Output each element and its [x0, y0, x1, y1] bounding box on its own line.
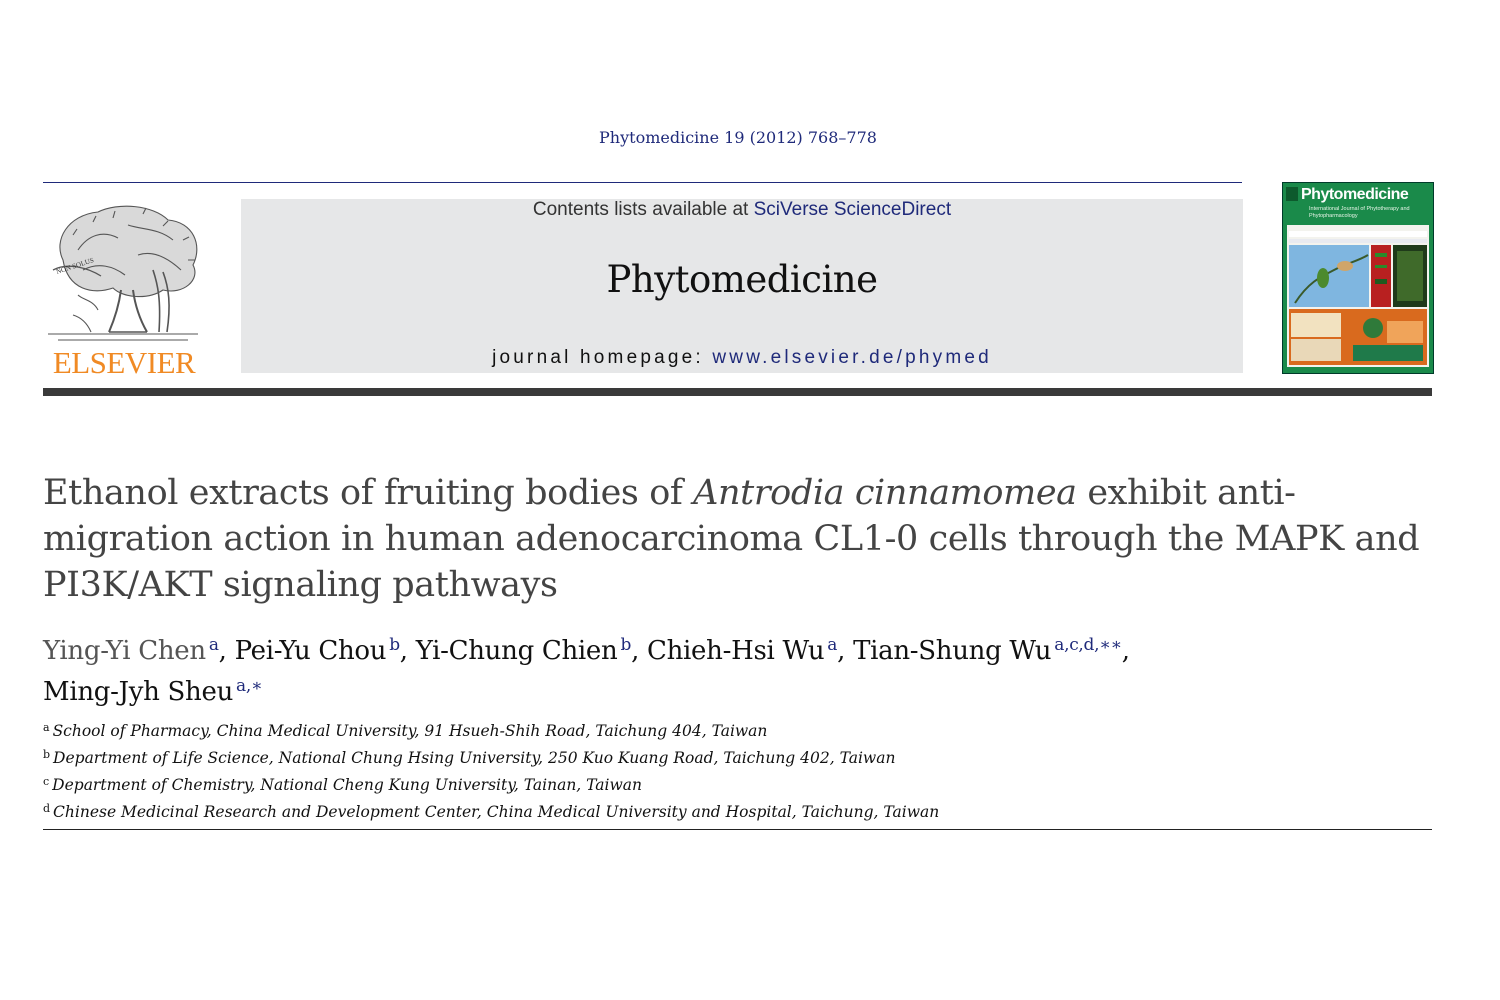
- bottom-rule: [43, 829, 1432, 830]
- affiliation-text: School of Pharmacy, China Medical University, 91 Hsueh-Shih Road, Taichung 404, Taiwan: [52, 722, 768, 740]
- sciencedirect-link[interactable]: SciVerse ScienceDirect: [753, 199, 952, 220]
- affiliation-item: [43, 743, 1443, 770]
- top-rule: [43, 182, 1242, 183]
- author-separator: ,: [218, 636, 235, 666]
- author-affiliation-ref[interactable]: a,c,d,∗∗: [1054, 635, 1122, 655]
- author-name[interactable]: Ying-Yi Chen: [43, 636, 206, 666]
- contents-prefix: Contents lists available at: [532, 199, 754, 220]
- author-separator: ,: [399, 636, 416, 666]
- affiliation-label: b: [43, 748, 51, 761]
- affiliation-label: a: [43, 721, 50, 734]
- affiliation-text: Department of Life Science, National Chung Hsing University, 250 Kuo Kuang Road, Taichung 402, Taiwan: [53, 749, 896, 767]
- author-name[interactable]: Yi-Chung Chien: [415, 636, 618, 666]
- cover-subtitle: International Journal of Phytotherapy and Phytopharmacology: [1309, 206, 1410, 219]
- author-name[interactable]: Tian-Shung Wu: [853, 636, 1052, 666]
- affiliation-text: Department of Chemistry, National Cheng Kung University, Tainan, Taiwan: [52, 776, 642, 794]
- author-separator: ,: [837, 636, 854, 666]
- author-affiliation-ref[interactable]: b: [389, 635, 400, 655]
- affiliation-label: d: [43, 802, 51, 815]
- author-separator: ,: [1121, 636, 1130, 666]
- elsevier-wordmark: ELSEVIER: [52, 345, 196, 380]
- author-affiliation-ref[interactable]: a,∗: [236, 676, 263, 696]
- author-name[interactable]: Chieh-Hsi Wu: [647, 636, 825, 666]
- author-separator: ,: [631, 636, 647, 666]
- citation-link[interactable]: Phytomedicine 19 (2012) 768–778: [599, 128, 877, 147]
- journal-name: Phytomedicine: [606, 258, 878, 301]
- author-affiliation-ref[interactable]: a: [827, 635, 838, 655]
- header-divider: [43, 388, 1432, 396]
- author-name[interactable]: Ming-Jyh Sheu: [43, 677, 234, 707]
- affiliation-item: [43, 797, 1443, 824]
- article-title: [43, 470, 1443, 608]
- title-text-1: Ethanol extracts of fruiting bodies of: [43, 473, 694, 513]
- author-list: [43, 628, 1463, 710]
- journal-homepage-line: [241, 347, 1243, 369]
- author-name[interactable]: Pei-Yu Chou: [234, 636, 387, 666]
- contents-available-line: [241, 199, 1243, 221]
- affiliation-list: [43, 716, 1443, 824]
- title-text-2: exhibit anti-migration action in human adenocarcinoma CL1-0 cells through the MAPK and PI3K/AKT signaling pathways: [43, 473, 1420, 605]
- cover-title: Phytomedicine: [1301, 186, 1409, 203]
- affiliation-item: [43, 716, 1443, 743]
- homepage-link[interactable]: www.elsevier.de/phymed: [712, 347, 992, 368]
- homepage-prefix: journal homepage:: [492, 347, 713, 368]
- title-species: Antrodia cinnamomea: [693, 473, 1077, 513]
- journal-cover-image[interactable]: [1282, 182, 1434, 374]
- affiliation-item: [43, 770, 1443, 797]
- affiliation-label: c: [43, 775, 50, 788]
- author-affiliation-ref[interactable]: a: [208, 635, 219, 655]
- author-affiliation-ref[interactable]: b: [620, 635, 632, 655]
- journal-citation: [0, 128, 1476, 147]
- logo-motto: NON SOLUS: [55, 256, 95, 276]
- affiliation-text: Chinese Medicinal Research and Development Center, China Medical University and Hospital, Taichung, Taiwan: [53, 803, 940, 821]
